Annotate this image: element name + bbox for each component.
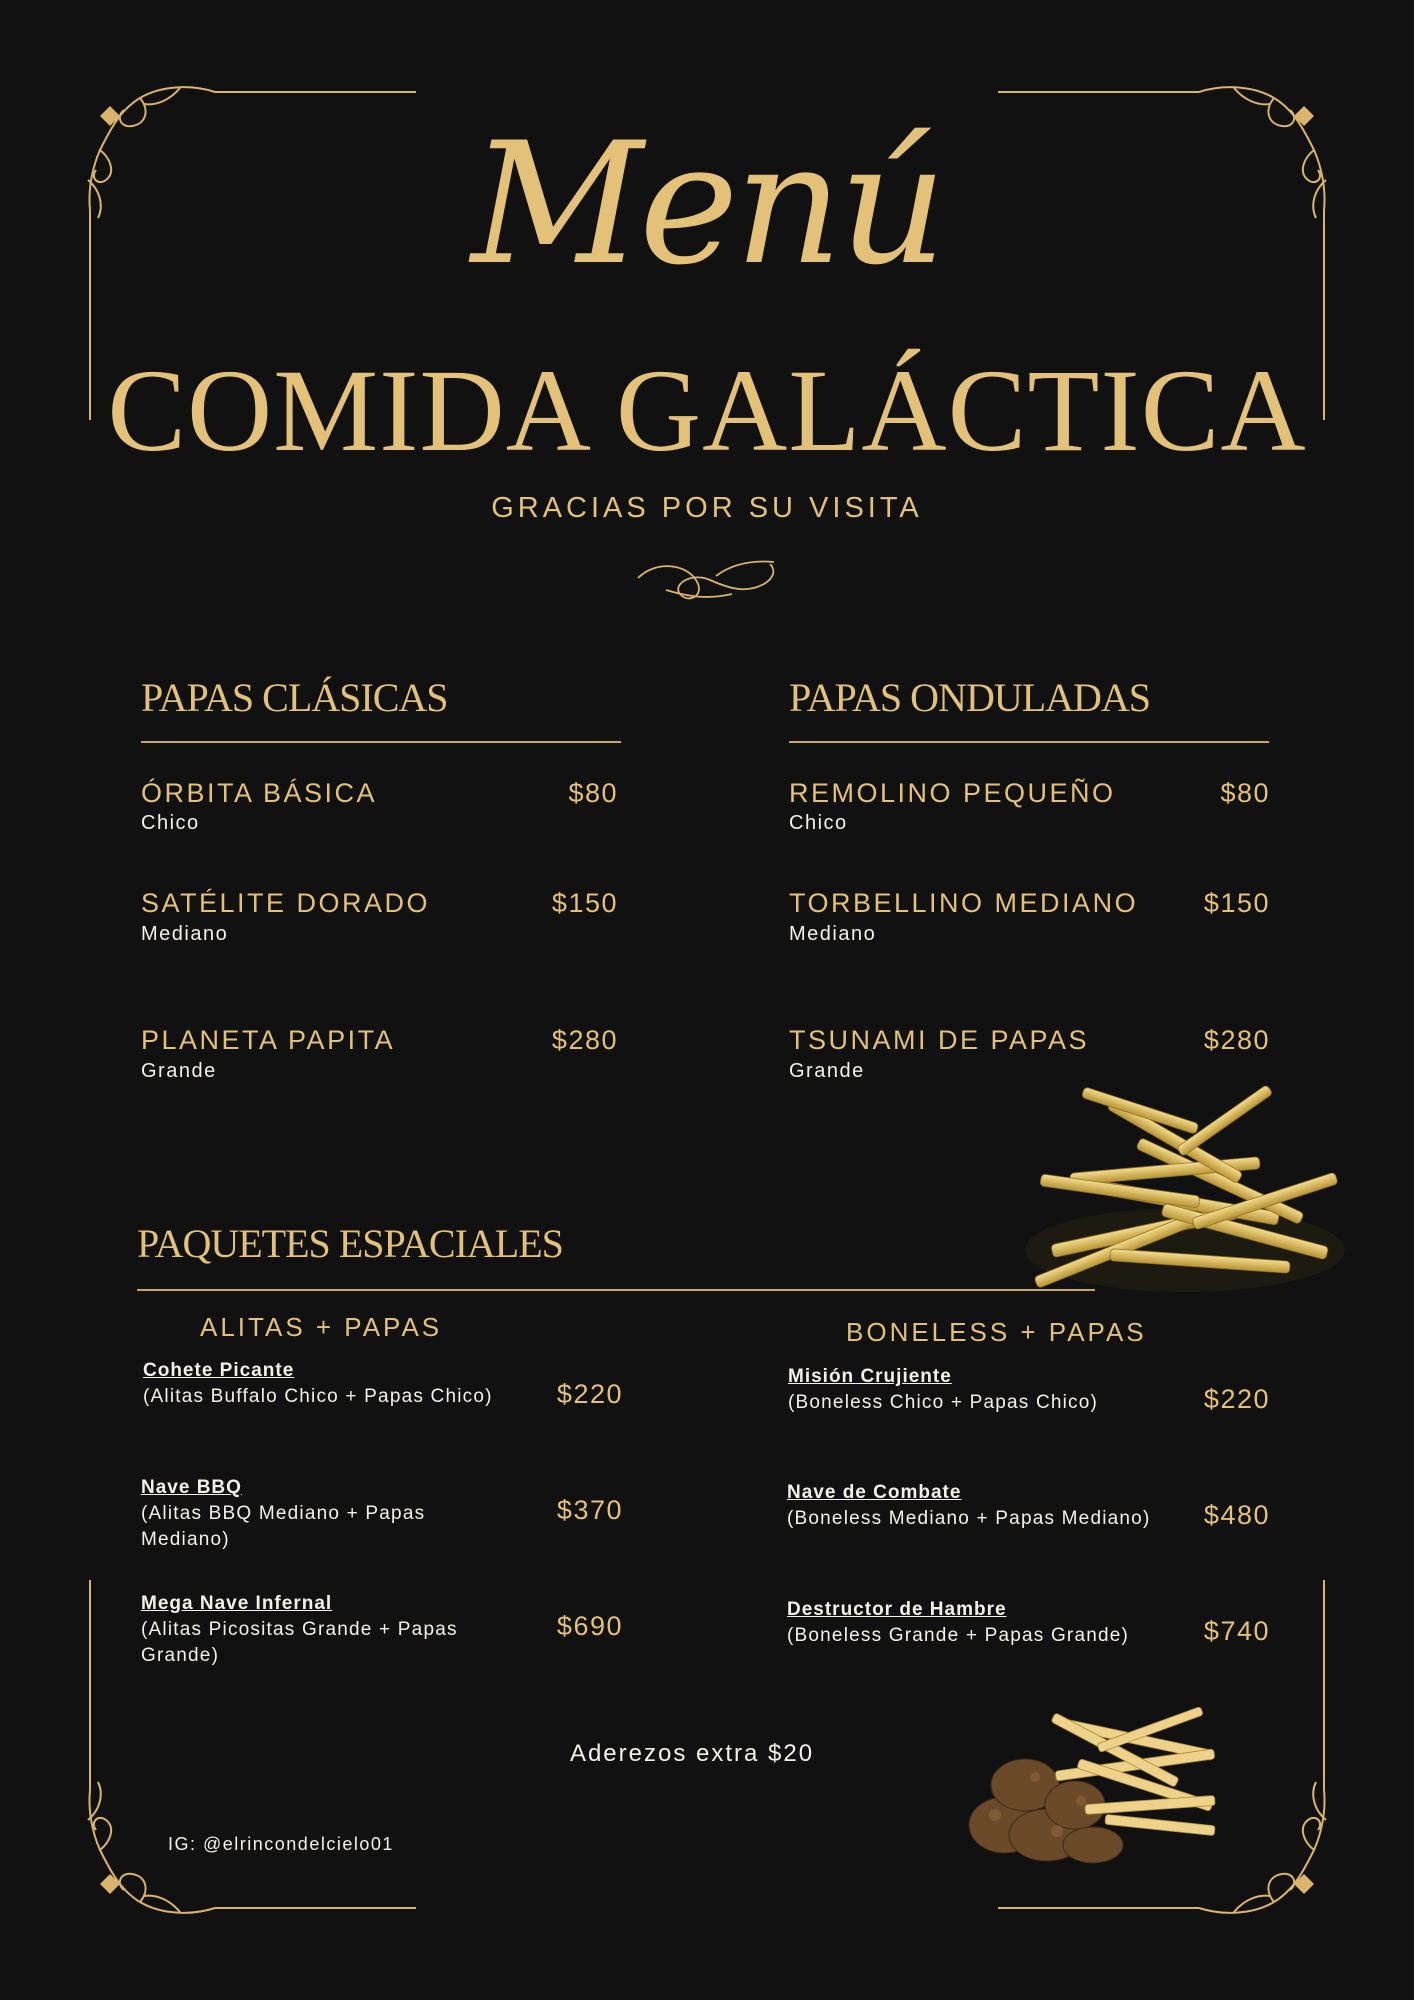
extras-note: Aderezos extra $20 [569,1740,815,1767]
menu-item-size: Grande [141,1060,217,1082]
menu-item-name: TORBELLINO MEDIANO [789,888,1139,918]
combo-price: $740 [1203,1616,1270,1646]
menu-item-size: Chico [141,812,200,834]
combo-price: $220 [1203,1384,1270,1414]
combo-price: $480 [1203,1500,1270,1530]
divider [789,741,1269,743]
menu-item-price: $80 [1220,778,1270,808]
fries-image [1010,1075,1350,1300]
combo-heading-boneless: BONELESS + PAPAS [846,1317,1147,1347]
menu-item-size: Mediano [141,923,229,945]
menu-item-name: PLANETA PAPITA [141,1025,396,1055]
section-title-wavy: PAPAS ONDULADAS [789,675,1151,720]
combo-description: (Alitas BBQ Mediano + Papas Mediano) [141,1503,426,1550]
combo-description: (Boneless Chico + Papas Chico) [788,1392,1099,1413]
menu-item-name: SATÉLITE DORADO [141,888,431,918]
menu-item-price: $280 [1203,1025,1270,1055]
combo-name: Mega Nave Infernal [141,1593,333,1614]
menu-item-name: REMOLINO PEQUEÑO [789,778,1116,808]
divider [137,1289,1095,1291]
section-title-classic: PAPAS CLÁSICAS [141,675,448,720]
menu-item-price: $80 [568,778,618,808]
menu-item-size: Mediano [789,923,877,945]
script-title: Menú [471,106,943,302]
page-title: COMIDA GALÁCTICA [107,345,1307,476]
menu-item-size: Grande [789,1060,865,1082]
combo-description: (Boneless Grande + Papas Grande) [787,1625,1130,1646]
combo-description: (Alitas Picositas Grande + Papas Grande) [141,1619,458,1666]
combo-name: Nave BBQ [141,1477,242,1498]
combo-price: $690 [556,1611,623,1641]
section-title-packages: PAQUETES ESPACIALES [137,1221,563,1266]
combo-description: (Boneless Mediano + Papas Mediano) [787,1508,1151,1529]
tagline: GRACIAS POR SU VISITA [491,492,923,524]
menu-item-size: Chico [789,812,848,834]
divider-flourish-icon [636,550,778,608]
menu-item-name: TSUNAMI DE PAPAS [789,1025,1090,1055]
combo-name: Destructor de Hambre [787,1599,1007,1620]
combo-name: Cohete Picante [143,1360,295,1381]
menu-item-price: $150 [551,888,618,918]
combo-price: $220 [556,1379,623,1409]
wings-fries-image [965,1705,1230,1865]
combo-heading-wings: ALITAS + PAPAS [200,1312,443,1342]
menu-item-name: ÓRBITA BÁSICA [141,778,378,808]
combo-price: $370 [556,1495,623,1525]
combo-name: Nave de Combate [787,1482,962,1503]
instagram-handle: IG: @elrincondelcielo01 [168,1834,394,1854]
menu-item-price: $150 [1203,888,1270,918]
combo-description: (Alitas Buffalo Chico + Papas Chico) [143,1386,493,1407]
combo-name: Misión Crujiente [788,1366,952,1387]
menu-item-price: $280 [551,1025,618,1055]
divider [141,741,621,743]
